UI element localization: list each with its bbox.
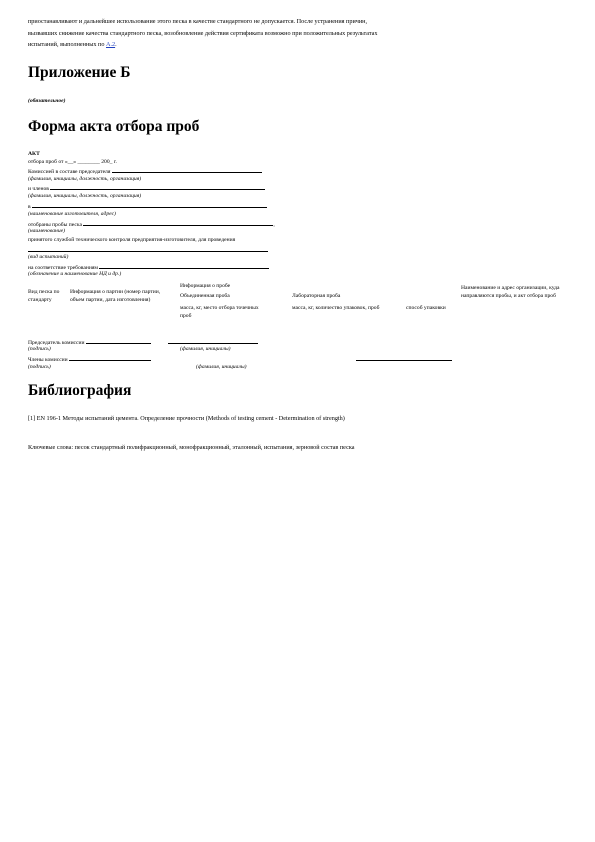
table-col-lab-sample: Лабораторная проба [292,293,341,299]
table-col-recipient: Наименование и адрес организации, куда направляются пробы, и акт отбора проб [461,285,560,299]
fio-short-hint-1: (фамилия, инициалы) [180,346,231,352]
members-name-line [356,354,452,364]
bibliography-title: Библиография [28,382,132,399]
members-name-field [356,354,452,361]
table-col-packing: способ упаковки [406,305,446,311]
bibliography-item-1: [1] EN 196-1 Методы испытаний цемента. Определение прочности (Methods of testing cement - Determination of strength) [28,415,345,422]
fio-hint-2: (фамилия, инициалы, должность, организация) [28,193,142,199]
members-sign-label: Члены комиссии [28,357,68,363]
in-label: в [28,204,31,210]
table-col-sand-type: Вид песка по стандарту [28,289,60,303]
table-col-sample-info: Информация о пробе [180,283,231,289]
intro-line-3 [28,39,558,51]
act-heading: АКТ [28,151,40,157]
fio-short-hint-2: (фамилия, инициалы) [196,364,247,370]
intro-line-1: приостанавливают и дальнейшее использование этого песка в качестве стандартного не допускается. После устранения причин, [28,18,368,25]
intro-line-3-text: испытаний, выполненных по [28,41,106,48]
intro-line-2: вызвавших снижение качества стандартного песка, возобновление действия сертификата возможно при положительных результатах [28,29,378,37]
intro-line-3-end: . [115,41,117,48]
fio-hint-1: (фамилия, инициалы, должность, организация) [28,176,142,182]
intro-paragraph [28,16,558,51]
act-date-line: отбора проб от «__» ________ 200_ г. [28,159,117,165]
accepted-line: принятого службой технического контроля предприятия-изготовителя, для проведения [28,237,236,243]
table-col-combined-mass: масса, кг, место отбора точечных проб [180,305,259,319]
in-field [32,201,267,208]
table-col-lab-mass: масса, кг, количество упаковок, проб [292,305,380,311]
sample-field [83,219,273,226]
members-label: и членов [28,186,49,192]
table-col-combined-sample: Объединенная проба [180,293,230,299]
commission-label: Комиссией в составе председателя [28,169,111,175]
sign-hint-1: (подпись) [28,346,51,352]
place-hint: (наименование изготовителя, адрес) [28,211,116,217]
commission-field [112,166,262,173]
requirements-hint: (обозначение и наименование НД и др.) [28,271,122,277]
name-hint: (наименование) [28,228,65,234]
sample-label: отобраны пробы песка [28,222,82,228]
table-col-batch-info: Информация о партии (номер партии, объем партии, дата изготовления) [70,289,161,303]
requirements-label: на соответствие требованиям [28,265,98,271]
requirements-field [99,262,269,269]
clause-link[interactable]: А.2 [106,41,116,48]
sign-hint-2: (подпись) [28,364,51,370]
keywords-line: Ключевые слова: песок стандартный полифракционный, монофракционный, эталонный, испытания, зерновой состав песка [28,444,355,451]
test-hint: (вид испытаний) [28,254,69,260]
chair-sign-field [86,337,151,344]
appendix-title: Приложение Б [28,64,131,81]
form-title: Форма акта отбора проб [28,118,200,135]
test-field [28,245,268,252]
members-field [50,183,265,190]
members-sign-field [69,354,151,361]
chair-label: Председатель комиссии [28,340,85,346]
appendix-note: (обязательное) [28,98,66,104]
sample-line: отобраны пробы песка , [28,219,275,229]
chair-name-field [168,337,258,344]
